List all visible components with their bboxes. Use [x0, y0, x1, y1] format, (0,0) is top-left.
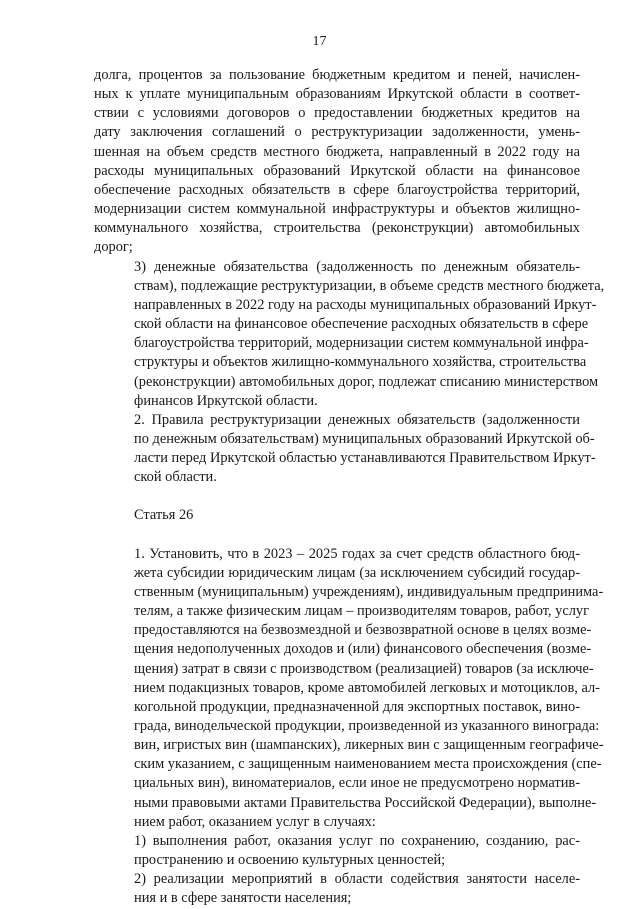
text-line: телям, а также физическим лицам – производителям товаров, работ, услуг: [134, 603, 589, 620]
text-line: благоустройства территорий, модернизации систем коммунальной инфра-: [134, 335, 589, 352]
text-line: ласти перед Иркутской областью устанавливаются Правительством Иркут-: [134, 450, 596, 467]
text-line: пространению и освоению культурных ценностей;: [134, 852, 446, 869]
paragraph-item-3: [94, 258, 605, 411]
article-heading: Статья 26: [134, 507, 194, 524]
text-line: щения недополученных доходов и (или) финансового обеспечения (возме-: [134, 641, 592, 658]
text-line: когольной продукции, предназначенной для экспортных поставок, вино-: [134, 698, 580, 715]
text-line: модернизации систем коммунальной инфраструктуры и объектов жилищно-: [94, 201, 580, 218]
text-line: ственным (муниципальным) учреждениям), индивидуальным предпринима-: [134, 583, 604, 600]
text-line: нием работ, оказанием услуг в случаях:: [134, 813, 376, 830]
page-number: 17: [312, 34, 327, 49]
document-body: [94, 66, 605, 909]
text-line: 3) денежные обязательства (задолженность по денежным обязатель-: [134, 258, 580, 275]
paragraph-article-26-point-1: [94, 545, 604, 832]
text-line: 1. Установить, что в 2023 – 2025 годах за счет средств областного бюд-: [134, 545, 580, 562]
text-line: ствам), подлежащие реструктуризации, в объеме средств местного бюджета,: [134, 277, 605, 294]
paragraph-case-2: [94, 870, 580, 908]
text-line: 1) выполнения работ, оказания услуг по сохранению, созданию, рас-: [134, 832, 580, 849]
text-line: ными правовыми актами Правительства Российской Федерации), выполне-: [134, 794, 597, 811]
text-line: структуры и объектов жилищно-коммунального хозяйства, строительства: [134, 354, 587, 371]
paragraph-case-1: [94, 832, 580, 870]
text-line: ния и в сфере занятости населения;: [134, 890, 352, 907]
paragraph-debt-definition: [94, 66, 580, 258]
text-line: жета субсидии юридическим лицам (за исключением субсидий государ-: [134, 564, 580, 581]
text-line: направленных в 2022 году на расходы муниципальных образований Иркут-: [134, 296, 597, 313]
text-line: предоставляются на безвозмездной и безвозвратной основе в целях возме-: [134, 622, 592, 639]
text-line: дорог;: [94, 239, 133, 256]
text-line: щения) затрат в связи с производством (реализацией) товаров (за исключе-: [134, 660, 594, 677]
text-line: расходы муниципальных образований Иркутской области на финансовое: [94, 162, 580, 179]
text-line: финансов Иркутской области.: [134, 392, 318, 409]
text-line: нием подакцизных товаров, кроме автомобилей легковых и мотоциклов, ал-: [134, 679, 600, 696]
text-line: ской области на финансовое обеспечение расходных обязательств в сфере: [134, 316, 589, 333]
text-line: ским указанием, с защищенным наименованием места происхождения (спе-: [134, 756, 602, 773]
text-line: града, винодельческой продукции, произведенной из указанного винограда:: [134, 718, 600, 734]
text-line: (реконструкции) автомобильных дорог, подлежат списанию министерством: [134, 373, 599, 390]
text-line: обеспечение расходных обязательств в сфере благоустройства территорий,: [94, 181, 580, 198]
text-line: по денежным обязательствам) муниципальных образований Иркутской об-: [134, 430, 595, 447]
text-line: циальных вин), виноматериалов, если иное не предусмотрено норматив-: [134, 775, 580, 792]
text-line: ствии с условиями договоров о предоставлении бюджетных кредитов на: [94, 105, 580, 122]
text-line: долга, процентов за пользование бюджетным кредитом и пеней, начислен-: [94, 67, 580, 83]
text-line: ской области.: [134, 469, 217, 486]
text-line: коммунального хозяйства, строительства (реконструкции) автомобильных: [94, 220, 580, 237]
text-line: шенная на объем средств местного бюджета, направленный в 2022 году на: [94, 143, 580, 160]
text-line: дату заключения соглашений о реструктуризации задолженности, умень-: [94, 124, 580, 141]
text-line: 2. Правила реструктуризации денежных обязательств (задолженности: [134, 411, 580, 428]
text-line: ных к уплате муниципальным образованиям Иркутской области в соответ-: [94, 86, 580, 103]
paragraph-point-2: [94, 411, 596, 488]
text-line: вин, игристых вин (шампанских), ликерных вин с защищенным географиче-: [134, 737, 604, 754]
text-line: 2) реализации мероприятий в области содействия занятости населе-: [134, 871, 580, 888]
